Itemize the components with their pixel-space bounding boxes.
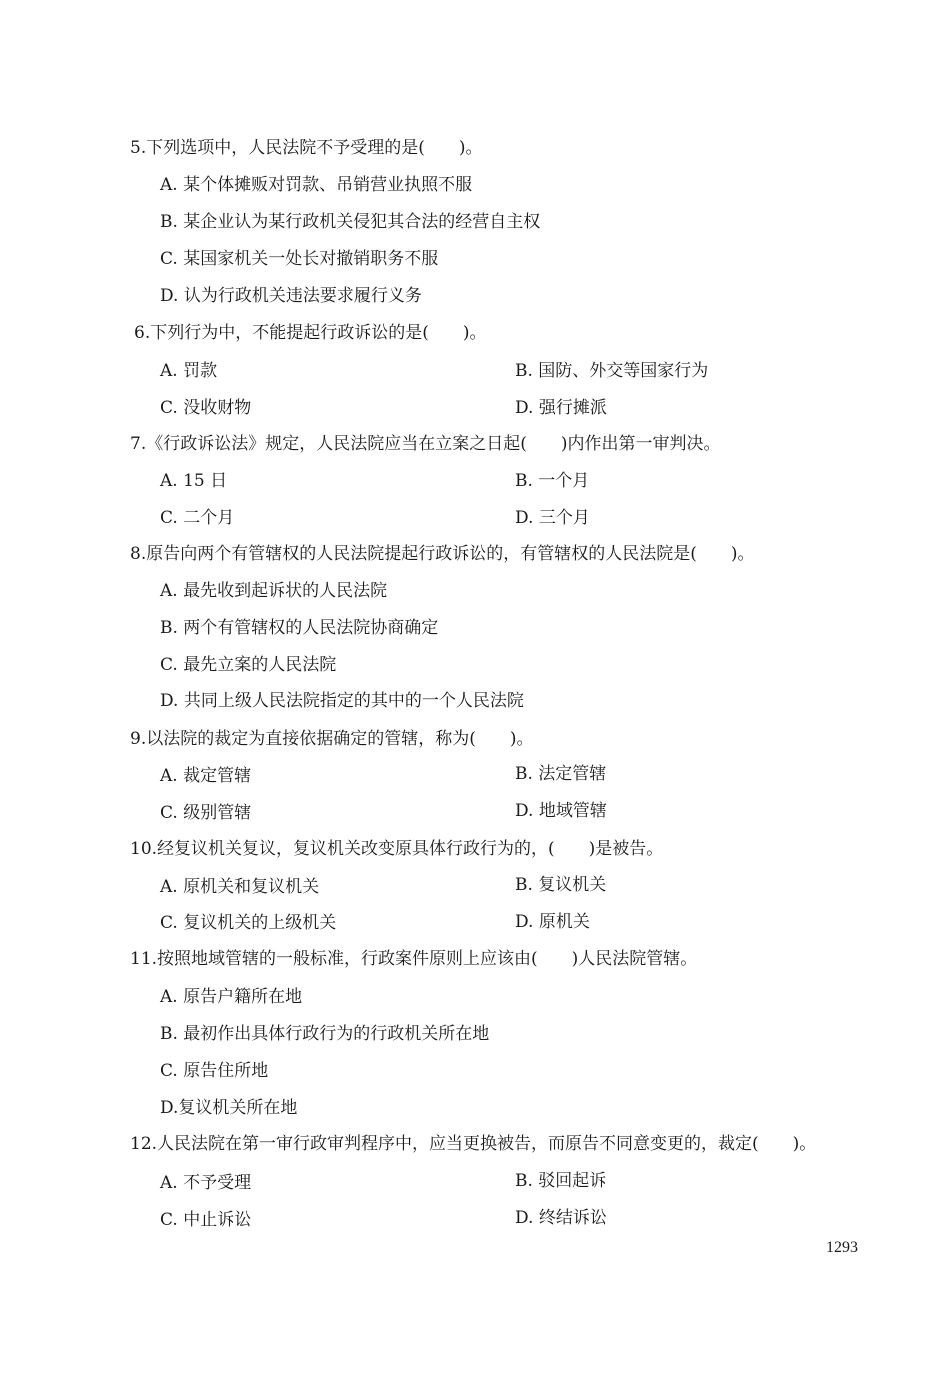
question-10-option-c: C. 复议机关的上级机关 xyxy=(160,913,337,933)
question-9-option-a: A. 裁定管辖 xyxy=(160,766,252,786)
question-6-stem: 6.下列行为中，不能提起行政诉讼的是( )。 xyxy=(134,323,487,343)
question-8-stem: 8.原告向两个有管辖权的人民法院提起行政诉讼的，有管辖权的人民法院是( )。 xyxy=(130,544,755,564)
question-6-option-c: C. 没收财物 xyxy=(160,398,252,418)
question-8-option-b: B. 两个有管辖权的人民法院协商确定 xyxy=(160,618,439,638)
question-5-option-c: C. 某国家机关一处长对撤销职务不服 xyxy=(160,249,439,269)
question-11-option-d: D.复议机关所在地 xyxy=(160,1098,298,1118)
question-10-option-a: A. 原机关和复议机关 xyxy=(160,877,320,897)
page-number: 1293 xyxy=(826,1239,858,1256)
question-12-option-a: A. 不予受理 xyxy=(160,1173,252,1193)
question-6-option-a: A. 罚款 xyxy=(160,361,218,381)
question-12-option-b: B. 驳回起诉 xyxy=(515,1171,607,1191)
question-6-option-d: D. 强行摊派 xyxy=(515,398,607,418)
question-12-option-d: D. 终结诉讼 xyxy=(515,1208,607,1228)
question-11-option-b: B. 最初作出具体行政行为的行政机关所在地 xyxy=(160,1024,490,1044)
question-7-option-a: A. 15 日 xyxy=(160,471,228,491)
question-5-option-d: D. 认为行政机关违法要求履行义务 xyxy=(160,286,422,306)
question-7-stem: 7.《行政诉讼法》规定，人民法院应当在立案之日起( )内作出第一审判决。 xyxy=(130,434,721,454)
question-8-option-c: C. 最先立案的人民法院 xyxy=(160,655,337,675)
question-12-stem: 12.人民法院在第一审行政审判程序中，应当更换被告，而原告不同意变更的，裁定( )。 xyxy=(130,1134,817,1154)
question-7-option-b: B. 一个月 xyxy=(515,471,590,491)
question-5-option-a: A. 某个体摊贩对罚款、吊销营业执照不服 xyxy=(160,175,473,195)
question-11-option-c: C. 原告住所地 xyxy=(160,1061,269,1081)
question-8-option-d: D. 共同上级人民法院指定的其中的一个人民法院 xyxy=(160,691,524,711)
question-9-option-c: C. 级别管辖 xyxy=(160,803,252,823)
question-12-option-c: C. 中止诉讼 xyxy=(160,1210,252,1230)
question-10-option-b: B. 复议机关 xyxy=(515,875,607,895)
question-11-option-a: A. 原告户籍所在地 xyxy=(160,987,303,1007)
question-9-option-d: D. 地域管辖 xyxy=(515,801,607,821)
question-5-stem: 5.下列选项中，人民法院不予受理的是( )。 xyxy=(130,138,483,158)
question-8-option-a: A. 最先收到起诉状的人民法院 xyxy=(160,581,388,601)
question-7-option-c: C. 二个月 xyxy=(160,508,235,528)
question-7-option-d: D. 三个月 xyxy=(515,508,590,528)
question-9-option-b: B. 法定管辖 xyxy=(515,764,607,784)
question-11-stem: 11.按照地域管辖的一般标准，行政案件原则上应该由( )人民法院管辖。 xyxy=(130,949,698,969)
question-6-option-b: B. 国防、外交等国家行为 xyxy=(515,361,709,381)
question-5-option-b: B. 某企业认为某行政机关侵犯其合法的经营自主权 xyxy=(160,212,541,232)
question-10-stem: 10.经复议机关复议，复议机关改变原具体行政行为的，( )是被告。 xyxy=(130,839,664,859)
question-9-stem: 9.以法院的裁定为直接依据确定的管辖，称为( )。 xyxy=(130,729,534,749)
question-10-option-d: D. 原机关 xyxy=(515,912,590,932)
